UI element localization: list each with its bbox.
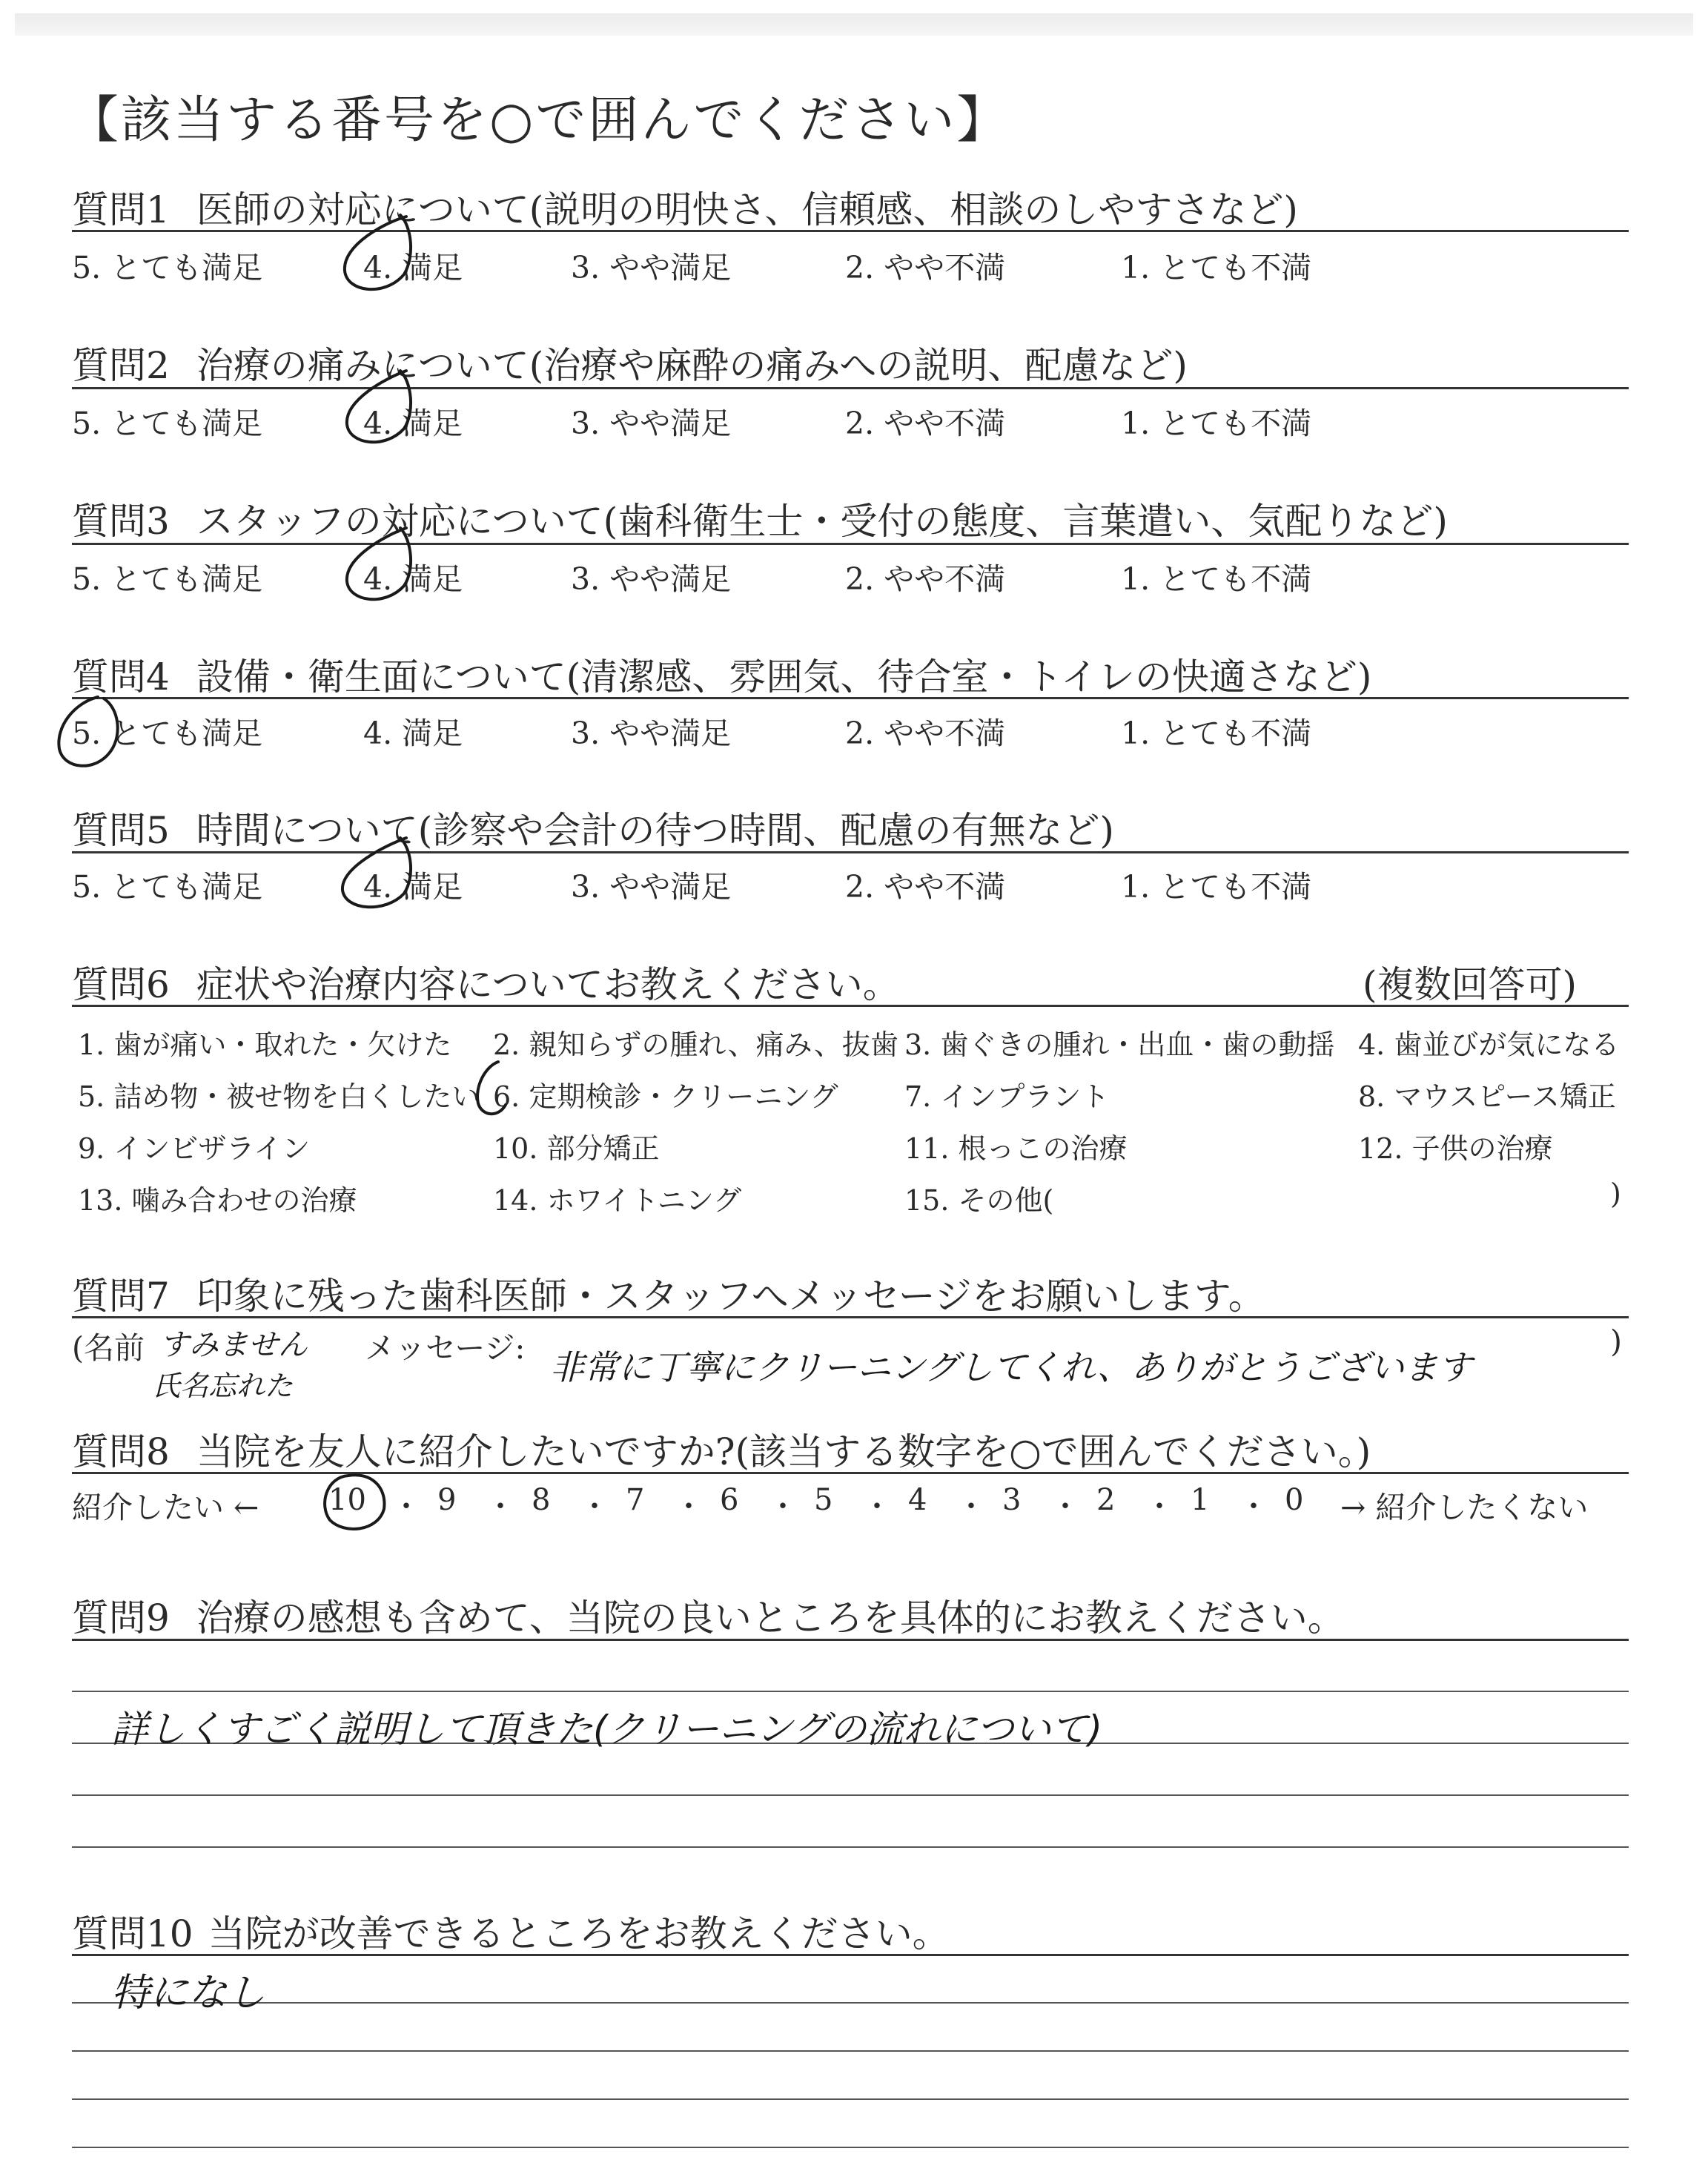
q4-option-3[interactable]: 3. やや満足: [571, 716, 732, 751]
question-6-number: 質問6: [72, 963, 170, 1006]
q6-item-8[interactable]: 8. マウスピース矯正: [1358, 1080, 1616, 1113]
q2-option-5[interactable]: 5. とても満足: [72, 406, 263, 441]
question-3-title: [72, 492, 1448, 545]
q8-scale-2[interactable]: 2: [1096, 1483, 1116, 1517]
question-5-number: 質問5: [72, 809, 170, 852]
q9-answer-line: [72, 1794, 1629, 1796]
q8-scale-6[interactable]: 6: [720, 1483, 739, 1517]
question-6-text: 症状や治療内容についてお教えください。: [196, 963, 900, 1006]
q6-item-2[interactable]: 2. 親知らずの腫れ、痛み、抜歯: [493, 1028, 898, 1061]
q7-close-paren: ): [1610, 1324, 1622, 1359]
q8-scale-3[interactable]: 3: [1002, 1483, 1022, 1517]
q7-name-handwriting-2[interactable]: 氏名忘れた: [152, 1370, 294, 1402]
q10-answer-line: [72, 2098, 1629, 2100]
q1-option-2[interactable]: 2. やや不満: [845, 250, 1006, 285]
question-5-text: 時間について(診察や会計の待つ時間、配慮の有無など): [196, 809, 1114, 852]
question-7-title: [72, 1266, 1265, 1320]
q8-scale-0[interactable]: 0: [1285, 1483, 1304, 1517]
question-8-title: [72, 1422, 1371, 1476]
question-5-rule: [72, 851, 1629, 853]
q6-item-3[interactable]: 3. 歯ぐきの腫れ・出血・歯の動揺: [904, 1028, 1335, 1061]
q2-option-4[interactable]: 4. 満足: [363, 406, 463, 441]
q10-answer-handwriting[interactable]: 特になし: [111, 1971, 266, 2015]
question-7-rule: [72, 1316, 1629, 1318]
q6-item-7[interactable]: 7. インプラント: [904, 1080, 1110, 1113]
question-3-text: スタッフの対応について(歯科衛生士・受付の態度、言葉遣い、気配りなど): [196, 500, 1448, 543]
q2-option-3[interactable]: 3. やや満足: [571, 406, 732, 441]
q3-option-3[interactable]: 3. やや満足: [571, 561, 732, 597]
question-10-title: [72, 1904, 950, 1958]
question-1-title: [72, 180, 1298, 234]
form-header: 【該当する番号を○で囲んでください】: [68, 91, 1010, 150]
question-8-number: 質問8: [72, 1430, 170, 1473]
q6-item-15-close: ): [1610, 1178, 1621, 1210]
question-3-number: 質問3: [72, 500, 170, 543]
q7-name-handwriting-1[interactable]: すみません: [159, 1328, 308, 1362]
q6-item-13[interactable]: 13. 噛み合わせの治療: [78, 1184, 357, 1217]
question-6-rule: [72, 1005, 1629, 1007]
q6-item-15[interactable]: 15. その他(: [904, 1184, 1054, 1217]
q6-item-11[interactable]: 11. 根っこの治療: [904, 1132, 1128, 1165]
q8-scale-dot: ・: [1050, 1490, 1080, 1524]
q8-scale-dot: ・: [674, 1490, 704, 1524]
q5-option-4[interactable]: 4. 満足: [363, 869, 463, 905]
q9-answer-line: [72, 1691, 1629, 1692]
question-2-text: 治療の痛みについて(治療や麻酔の痛みへの説明、配慮など): [196, 344, 1188, 387]
q8-scale-dot: ・: [1239, 1490, 1268, 1524]
q1-option-5[interactable]: 5. とても満足: [72, 250, 263, 285]
q8-scale-dot: ・: [956, 1490, 986, 1524]
q4-option-2[interactable]: 2. やや不満: [845, 716, 1006, 751]
question-10-number: 質問10: [72, 1912, 193, 1955]
q6-item-10[interactable]: 10. 部分矯正: [493, 1132, 660, 1165]
question-2-rule: [72, 387, 1629, 389]
q8-scale-8[interactable]: 8: [532, 1483, 551, 1517]
q6-item-9[interactable]: 9. インビザライン: [78, 1132, 311, 1165]
q2-option-2[interactable]: 2. やや不満: [845, 406, 1006, 441]
q4-option-4[interactable]: 4. 満足: [363, 716, 463, 751]
question-9-title: [72, 1588, 1345, 1642]
q10-answer-line: [72, 2050, 1629, 2052]
q6-item-14[interactable]: 14. ホワイトニング: [493, 1184, 742, 1217]
q8-scale-dot: ・: [1145, 1490, 1174, 1524]
question-6-note: (複数回答可): [1363, 963, 1578, 1006]
question-7-text: 印象に残った歯科医師・スタッフへメッセージをお願いします。: [196, 1275, 1265, 1318]
q1-option-3[interactable]: 3. やや満足: [571, 250, 732, 285]
q8-scale-4[interactable]: 4: [908, 1483, 927, 1517]
q10-answer-line: [72, 2147, 1629, 2148]
q6-item-6[interactable]: 6. 定期検診・クリーニング: [493, 1080, 838, 1113]
q7-message-label: メッセージ:: [365, 1330, 526, 1366]
question-10-rule: [72, 1954, 1629, 1956]
q8-left-label: 紹介したい ←: [72, 1490, 259, 1525]
q1-option-4[interactable]: 4. 満足: [363, 250, 463, 285]
question-4-rule: [72, 697, 1629, 699]
question-9-text: 治療の感想も含めて、当院の良いところを具体的にお教えください。: [196, 1596, 1345, 1639]
question-6-title: [72, 955, 900, 1008]
q5-option-5[interactable]: 5. とても満足: [72, 869, 263, 905]
q8-scale-dot: ・: [862, 1490, 892, 1524]
question-2-number: 質問2: [72, 344, 170, 387]
q8-right-label: → 紹介したくない: [1340, 1490, 1589, 1525]
q7-message-handwriting[interactable]: 非常に丁寧にクリーニングしてくれ、ありがとうございます: [550, 1347, 1472, 1387]
q8-scale-7[interactable]: 7: [626, 1483, 645, 1517]
question-10-text: 当院が改善できるところをお教えください。: [208, 1912, 950, 1955]
question-9-rule: [72, 1639, 1629, 1641]
q3-option-5[interactable]: 5. とても満足: [72, 561, 263, 597]
q8-scale-dot: ・: [768, 1490, 798, 1524]
q6-item-12[interactable]: 12. 子供の治療: [1358, 1132, 1553, 1165]
q8-scale-dot: ・: [486, 1490, 515, 1524]
q3-option-4[interactable]: 4. 満足: [363, 561, 463, 597]
q10-answer-line: [72, 2002, 1629, 2004]
question-8-text: 当院を友人に紹介したいですか?(該当する数字を○で囲んでください。): [196, 1430, 1371, 1473]
q9-answer-line: [72, 1846, 1629, 1848]
question-4-title: [72, 647, 1371, 701]
question-3-rule: [72, 543, 1629, 545]
question-4-number: 質問4: [72, 655, 170, 698]
q5-option-3[interactable]: 3. やや満足: [571, 869, 732, 905]
q3-option-2[interactable]: 2. やや不満: [845, 561, 1006, 597]
q8-scale-9[interactable]: 9: [437, 1483, 457, 1517]
q5-option-2[interactable]: 2. やや不満: [845, 869, 1006, 905]
question-2-title: [72, 336, 1188, 389]
q1-option-1[interactable]: 1. とても不満: [1121, 250, 1312, 285]
q8-scale-dot: ・: [391, 1490, 421, 1524]
q3-option-1[interactable]: 1. とても不満: [1121, 561, 1312, 597]
q4-option-5[interactable]: 5. とても満足: [72, 716, 263, 751]
scan-top-band: [15, 13, 1693, 36]
question-4-text: 設備・衛生面について(清潔感、雰囲気、待合室・トイレの快適さなど): [196, 655, 1372, 698]
q6-item-1[interactable]: 1. 歯が痛い・取れた・欠けた: [78, 1028, 452, 1061]
q8-scale-1[interactable]: 1: [1191, 1483, 1210, 1517]
q9-answer-handwriting[interactable]: 詳しくすごく説明して頂きた(クリーニングの流れについて): [111, 1708, 1103, 1751]
q8-scale-dot: ・: [580, 1490, 609, 1524]
question-7-number: 質問7: [72, 1275, 170, 1318]
q5-option-1[interactable]: 1. とても不満: [1121, 869, 1312, 905]
question-8-rule: [72, 1472, 1629, 1474]
q8-scale-5[interactable]: 5: [814, 1483, 833, 1517]
question-1-rule: [72, 230, 1629, 232]
q6-item-5[interactable]: 5. 詰め物・被せ物を白くしたい: [78, 1080, 480, 1113]
question-5-title: [72, 801, 1114, 854]
q2-option-1[interactable]: 1. とても不満: [1121, 406, 1312, 441]
q6-item-4[interactable]: 4. 歯並びが気になる: [1358, 1028, 1620, 1061]
q7-name-label: (名前: [72, 1330, 145, 1366]
question-1-number: 質問1: [72, 188, 170, 231]
q4-option-1[interactable]: 1. とても不満: [1121, 716, 1312, 751]
q8-scale-10[interactable]: 10: [328, 1483, 366, 1517]
question-9-number: 質問9: [72, 1596, 170, 1639]
question-1-text: 医師の対応について(説明の明快さ、信頼感、相談のしやすさなど): [196, 188, 1298, 231]
